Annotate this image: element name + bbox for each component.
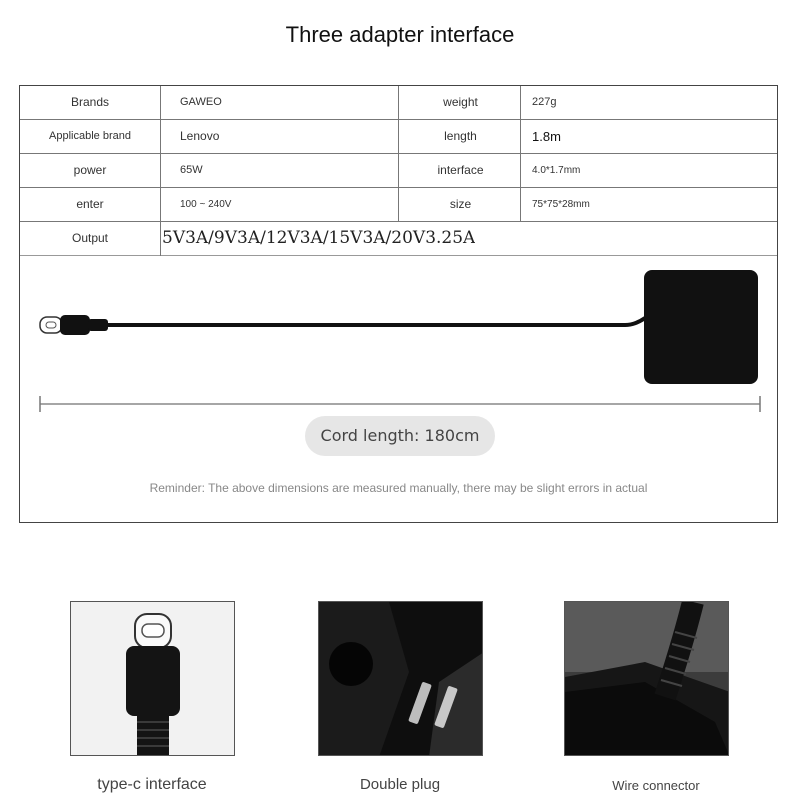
column-divider: [398, 86, 399, 222]
spec-label: Brands: [70, 95, 110, 109]
spec-value: GAWEO: [180, 96, 222, 108]
spec-label: Applicable brand: [49, 130, 131, 142]
spec-label: weight: [443, 95, 478, 109]
spec-value: 4.0*1.7mm: [532, 165, 581, 176]
caption-plug: Double plug: [359, 776, 441, 793]
spec-value: Lenovo: [180, 129, 220, 143]
spec-panel: [19, 85, 778, 523]
typec-photo: [70, 601, 235, 756]
spec-value: 100 ~ 240V: [180, 199, 232, 210]
reminder-text: Reminder: The above dimensions are measured manually, there may be slight errors in actual: [149, 481, 648, 495]
spec-label: Output: [71, 231, 109, 245]
spec-label: enter: [76, 197, 104, 211]
wire-connector-photo: [564, 601, 729, 756]
spec-value: 1.8m: [532, 129, 561, 144]
adapter-drawing: [20, 256, 777, 416]
column-divider: [160, 86, 161, 256]
spec-value: 65W: [180, 164, 203, 176]
page-title: Three adapter interface: [285, 22, 515, 47]
output-value: 5V3A/9V3A/12V3A/15V3A/20V3.25A: [162, 228, 476, 248]
double-plug-icon: [319, 602, 483, 756]
typec-connector-icon: [71, 602, 235, 756]
adapter-dimension-diagram: [20, 256, 777, 523]
adapter-brick-icon: [644, 270, 758, 384]
wire-connector-icon: [565, 602, 729, 756]
caption-wire: Wire connector: [612, 778, 700, 793]
caption-typec: type-c interface: [97, 776, 207, 793]
column-divider: [520, 86, 521, 222]
spec-value: 75*75*28mm: [532, 199, 590, 210]
cord-line: [106, 318, 645, 325]
spec-label: size: [449, 197, 472, 211]
spec-label: length: [444, 129, 477, 143]
spec-value: 227g: [532, 96, 557, 108]
cord-length-badge: Cord length: 180cm: [305, 416, 495, 456]
usb-c-plug-icon: [60, 315, 90, 335]
spec-label: power: [73, 163, 107, 177]
spec-label: interface: [437, 163, 484, 177]
double-plug-photo: [318, 601, 483, 756]
spec-row-output: [20, 222, 777, 256]
